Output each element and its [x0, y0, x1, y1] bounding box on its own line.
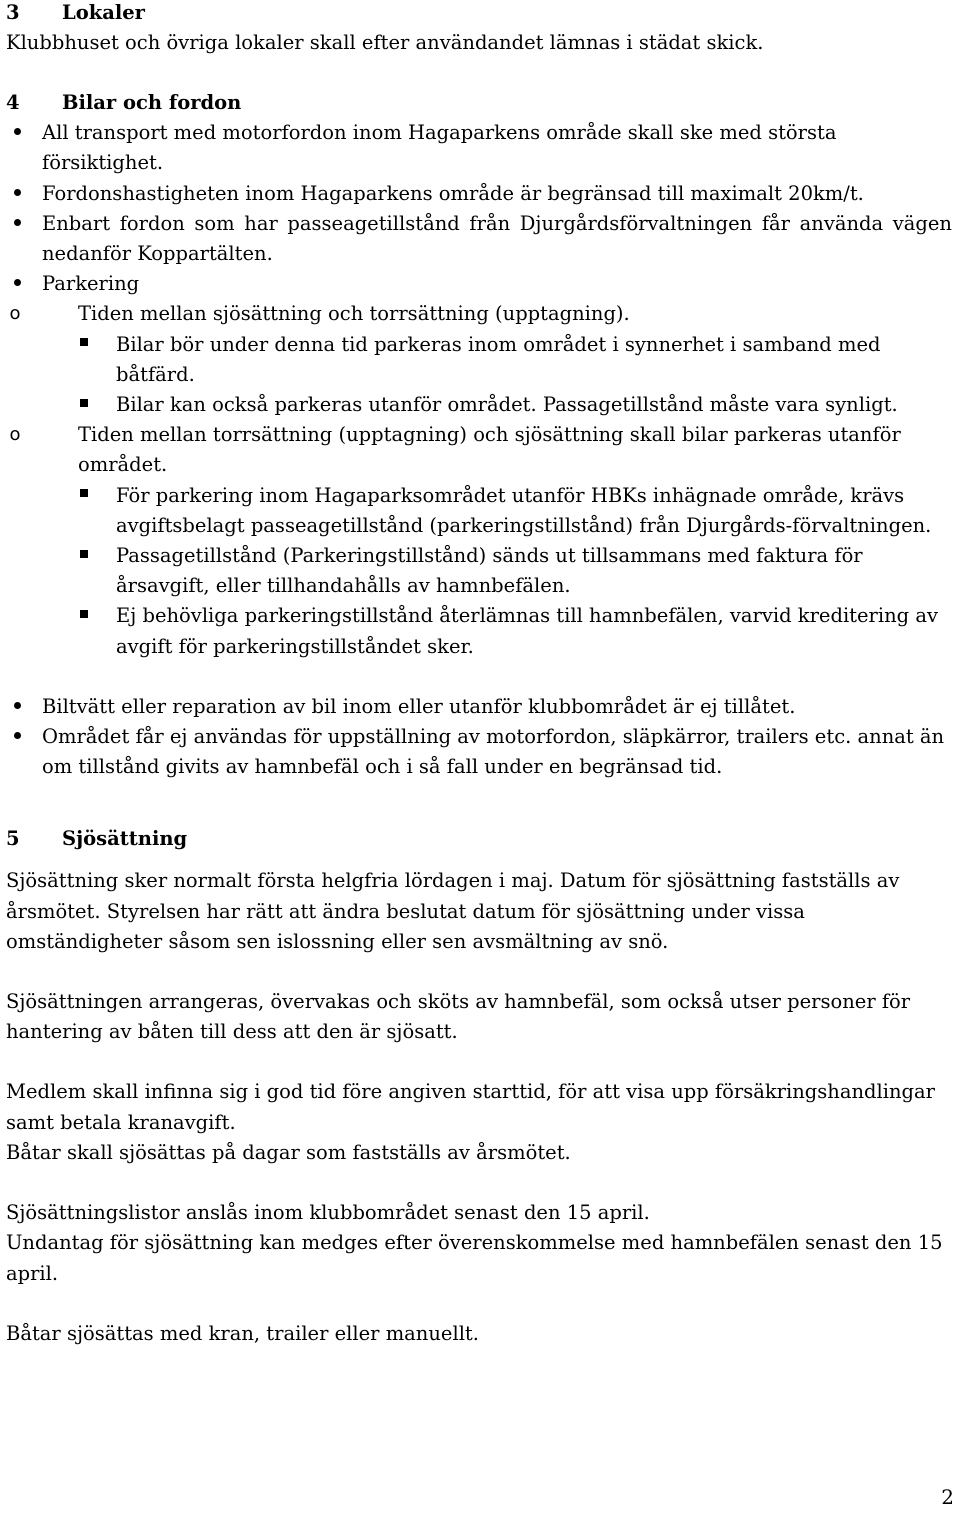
- subsublist-item-text: Bilar bör under denna tid parkeras inom området i synnerhet i samband med båtfärd.: [116, 332, 881, 386]
- parking-sublist: [9, 299, 952, 661]
- square-bullet-icon: [80, 541, 88, 571]
- sublist-item: [6, 420, 952, 662]
- section-number: 4: [6, 91, 20, 115]
- page-number: 2: [941, 1485, 954, 1509]
- square-bullet-icon: [80, 601, 88, 631]
- section-title: Bilar och fordon: [62, 91, 242, 115]
- list-item-text: All transport med motorfordon inom Hagaparkens område skall ske med största försiktighet.: [42, 121, 837, 175]
- list-item-text: Området får ej användas för uppställning av motorfordon, släpkärror, trailers etc. annat än om tillstånd givits av hamnbefäl och i så fall under en begränsad tid.: [42, 725, 945, 779]
- list-item-parking: [6, 269, 952, 662]
- parking-subsublist: [78, 481, 952, 662]
- section-5-heading: [6, 824, 952, 854]
- section-5-paragraph: Sjösättningslistor anslås inom klubbområdet senast den 15 april.: [6, 1201, 650, 1225]
- square-bullet-icon: [80, 481, 88, 511]
- vehicle-rules-list: [6, 118, 952, 662]
- list-item-text: Parkering: [42, 272, 140, 296]
- subsublist-item: [6, 390, 952, 420]
- sublist-item-text: Tiden mellan torrsättning (upptagning) och sjösättning skall bilar parkeras utanför området.: [78, 423, 901, 477]
- section-title: Sjösättning: [62, 827, 188, 851]
- section-5-paragraph: Undantag för sjösättning kan medges efter överenskommelse med hamnbefälen senast den 15 april.: [6, 1231, 943, 1285]
- square-bullet-icon: [80, 330, 88, 360]
- list-item-text: Biltvätt eller reparation av bil inom eller utanför klubbområdet är ej tillåtet.: [42, 694, 796, 718]
- section-5-paragraph: Båtar skall sjösättas på dagar som fastställs av årsmötet.: [6, 1140, 571, 1164]
- document-page: [6, 0, 952, 1349]
- section-5-paragraph: Sjösättningen arrangeras, övervakas och sköts av hamnbefäl, som också utser personer för hantering av båten till dess att den är sjösatt.: [6, 990, 911, 1044]
- list-item-text: Enbart fordon som har passeagetillstånd från Djurgårdsförvaltningen får använda vägen nedanför Koppartälten.: [42, 211, 952, 266]
- section-5-paragraph: Sjösättning sker normalt första helgfria lördagen i maj. Datum för sjösättning fastställs av årsmötet. Styrelsen har rätt att ändra beslutat datum för sjösättning under vissa omständigheter såsom sen islossning eller sen avsmältning av snö.: [6, 869, 900, 953]
- subsublist-item: [6, 330, 952, 390]
- subsublist-item-text: Ej behövliga parkeringstillstånd återlämnas till hamnbefälen, varvid kreditering av avgift för parkeringstillståndet sker.: [116, 604, 938, 658]
- section-number: 5: [6, 827, 20, 851]
- subsublist-item-text: För parkering inom Hagaparksområdet utanför HBKs inhägnade område, krävs avgiftsbelagt passeagetillstånd (parkeringstillstånd) från Djurgårds-förvaltningen.: [116, 483, 932, 537]
- square-bullet-icon: [80, 390, 88, 420]
- list-item: [6, 692, 952, 722]
- bullet-icon: [8, 722, 26, 752]
- section-4-heading: [6, 88, 952, 118]
- section-3-paragraph: Klubbhuset och övriga lokaler skall efter användandet lämnas i städat skick.: [6, 31, 764, 54]
- list-item: [6, 722, 952, 782]
- list-item: [6, 209, 952, 269]
- vehicle-rules-list-continued: [6, 692, 952, 783]
- list-item: [6, 118, 952, 178]
- subsublist-item-text: Passagetillstånd (Parkeringstillstånd) sänds ut tillsammans med faktura för årsavgift, eller tillhandahålls av hamnbefälen.: [116, 544, 863, 598]
- bullet-icon: [8, 692, 26, 722]
- bullet-icon: [8, 269, 26, 299]
- bullet-icon: [8, 209, 26, 239]
- circle-bullet-icon: o: [9, 424, 21, 446]
- bullet-icon: [8, 118, 26, 148]
- section-number: 3: [6, 1, 20, 24]
- parking-subsublist: [78, 330, 952, 421]
- section-5-paragraph: Båtar sjösättas med kran, trailer eller manuellt.: [6, 1321, 479, 1345]
- subsublist-item: [6, 481, 952, 541]
- circle-bullet-icon: o: [9, 303, 21, 325]
- section-3-heading: [6, 0, 952, 28]
- list-item: [6, 179, 952, 209]
- section-title: Lokaler: [62, 1, 145, 24]
- subsublist-item-text: Bilar kan också parkeras utanför området. Passagetillstånd måste vara synligt.: [116, 393, 898, 417]
- bullet-icon: [8, 179, 26, 209]
- section-5-paragraph: Medlem skall infinna sig i god tid före angiven starttid, för att visa upp försäkringshandlingar samt betala kranavgift.: [6, 1080, 935, 1134]
- subsublist-item: [6, 541, 952, 601]
- subsublist-item: [6, 601, 952, 661]
- sublist-item-text: Tiden mellan sjösättning och torrsättning (upptagning).: [78, 302, 630, 326]
- sublist-item: [6, 299, 952, 420]
- list-item-text: Fordonshastigheten inom Hagaparkens område är begränsad till maximalt 20km/t.: [42, 181, 864, 205]
